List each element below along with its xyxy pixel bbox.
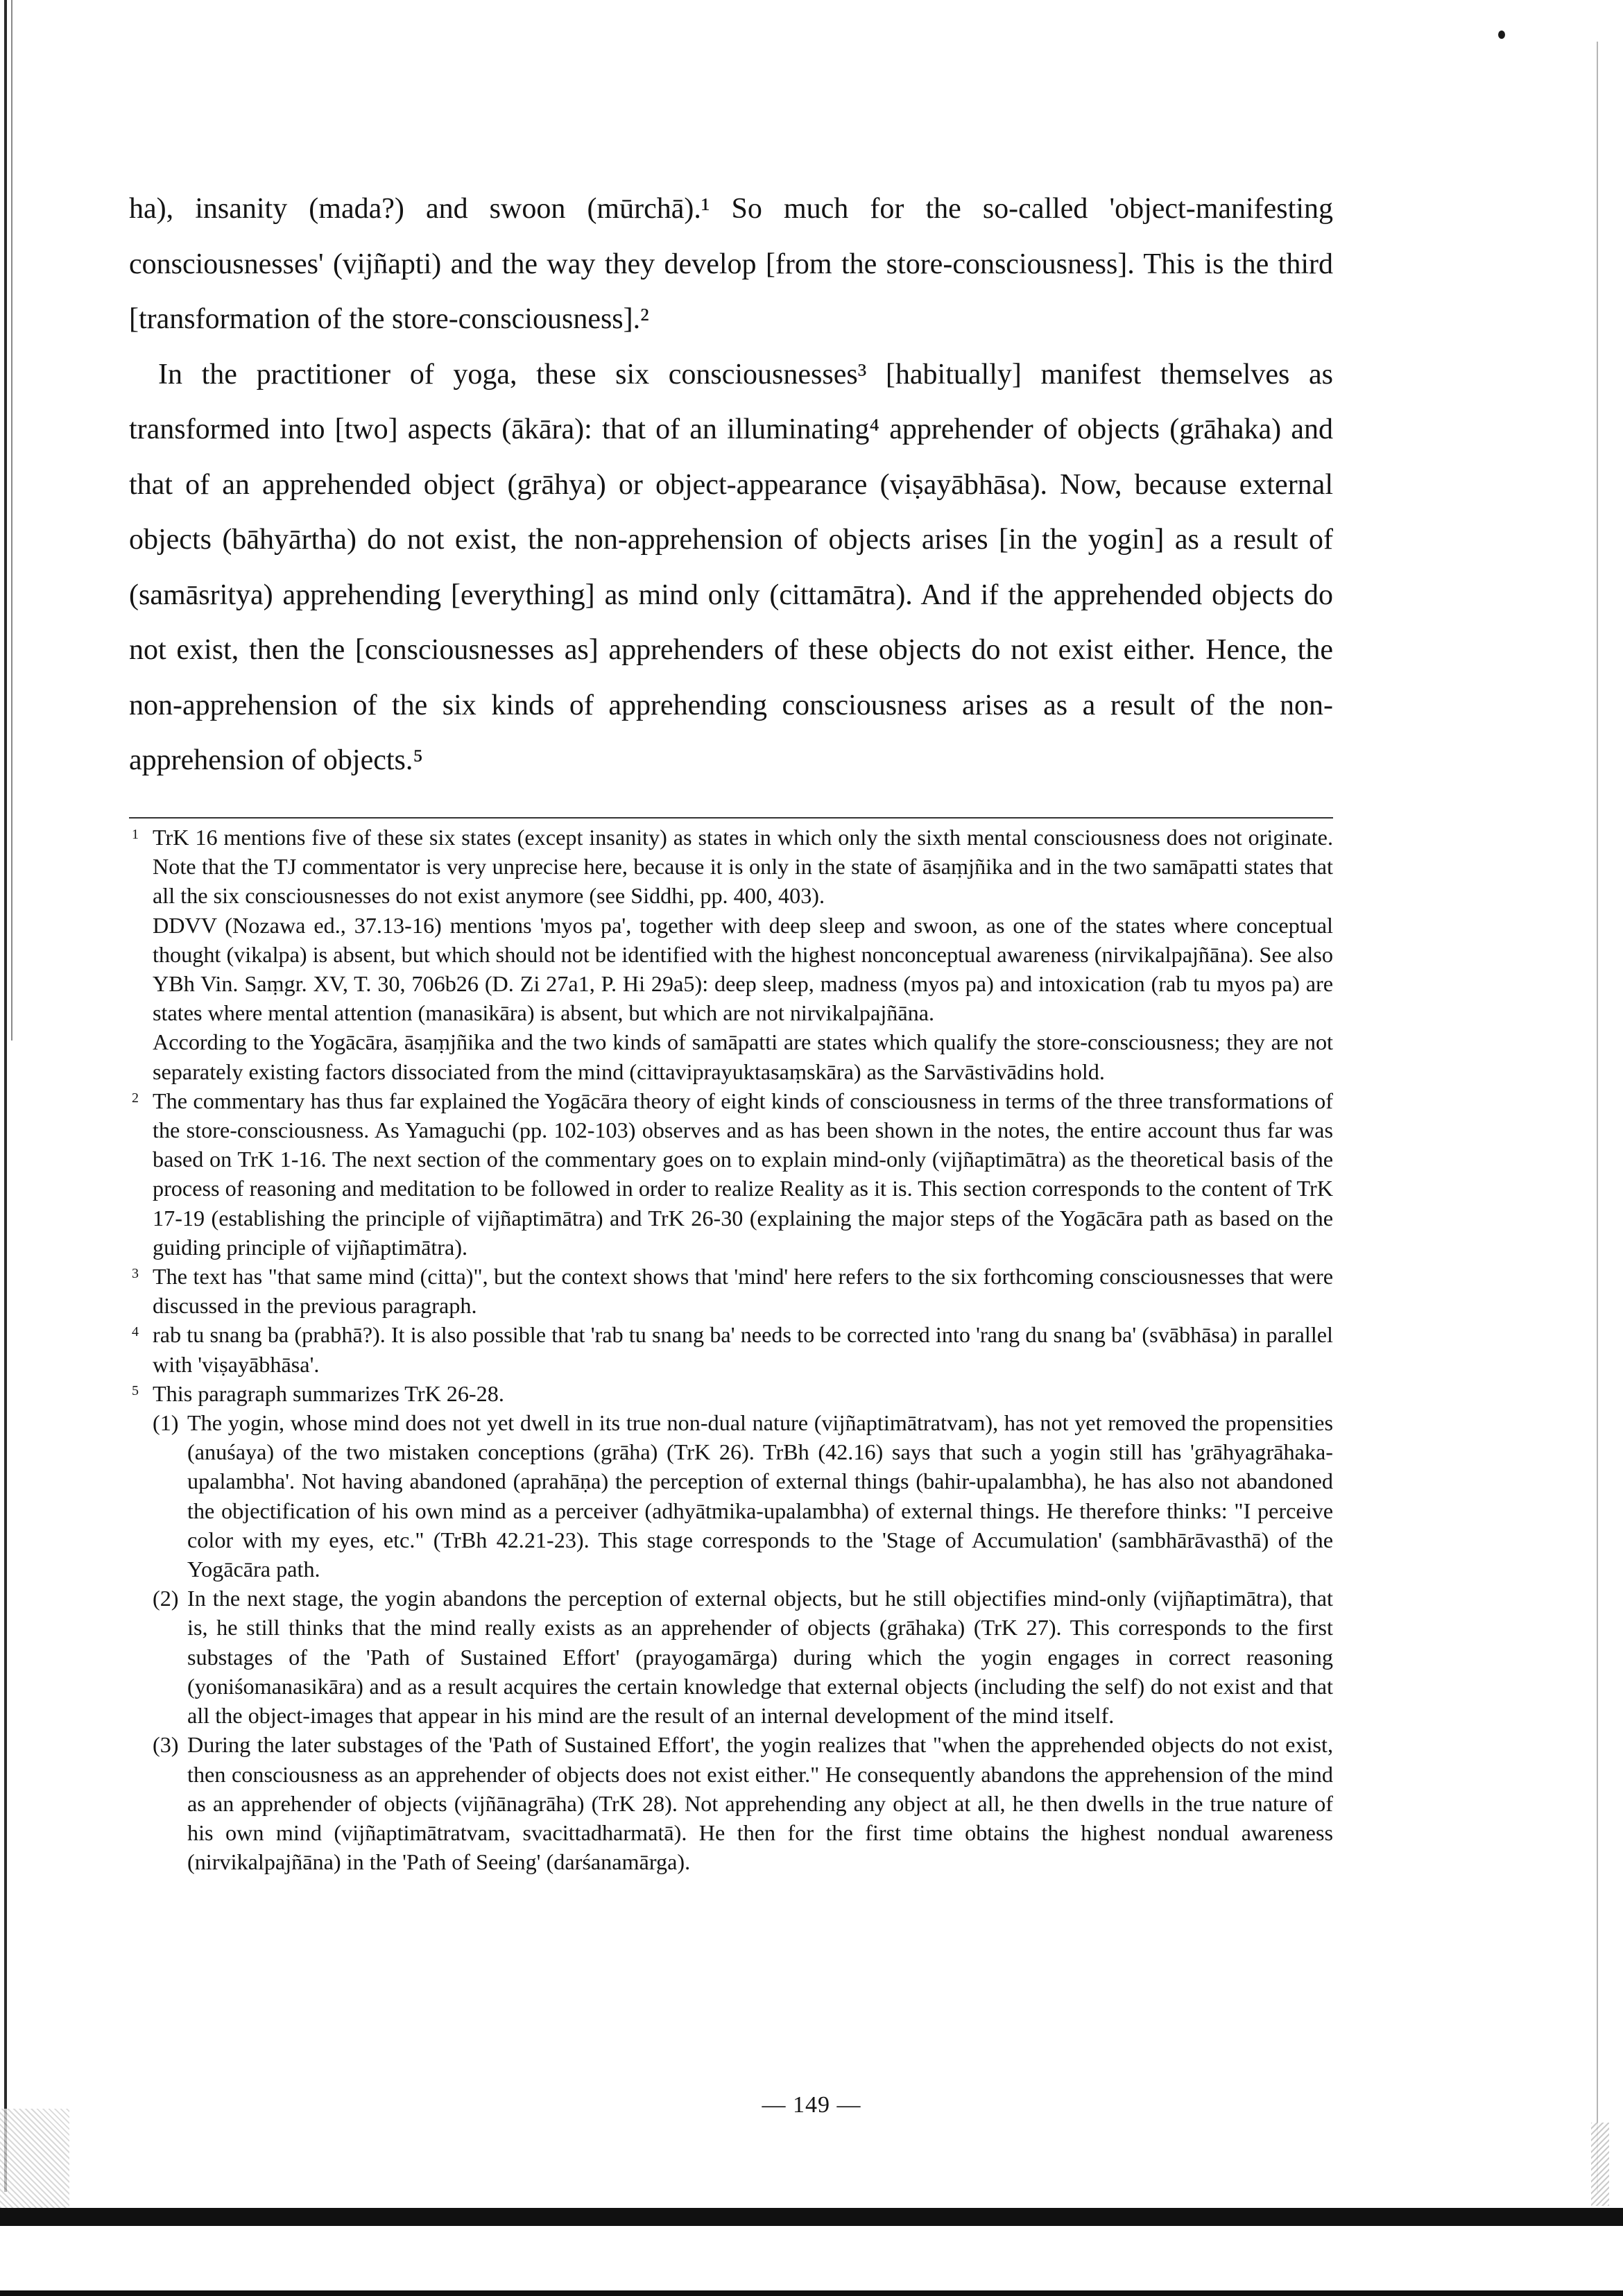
footnote-text: The commentary has thus far explained the Yogācāra theory of eight kinds of consciousness in terms of the three transformations of the store-consciousness. As Yamaguchi (pp. 102-103) observes and as has been shown in the notes, the entire account thus far was based on TrK 1-16. The next section of the commentary goes on to explain mind-only (vijñaptimātra) as the theoretical basis of the process of reasoning and meditation to be followed in order to realize Reality as it is. This section corresponds to the content of TrK 17-19 (establishing the principle of vijñaptimātra) and TrK 26-30 (explaining the major steps of the Yogācāra path as based on the guiding principle of vijñaptimātra).: [153, 1088, 1333, 1260]
footnote-marker: 3: [132, 1266, 139, 1282]
scan-noise-bottom-right: [1591, 2123, 1609, 2206]
footnote-subitem-1: [153, 1408, 1333, 1584]
footnote-subitem-3: [153, 1730, 1333, 1876]
scan-bottom-band: [0, 2208, 1623, 2226]
scan-edge-left-inner: [11, 0, 12, 1040]
footnote-text: DDVV (Nozawa ed., 37.13-16) mentions 'myos pa', together with deep sleep and swoon, as one of the states where conceptual thought (vikalpa) is absent, but which should not be identified with the highest nonconceptual awareness (nirvikalpajñāna). See also YBh Vin. Saṃgr. XV, T. 30, 706b26 (D. Zi 27a1, P. Hi 29a5): deep sleep, madness (myos pa) and intoxication (rab tu myos pa) are states where mental attention (manasikāra) is absent, but which are not nirvikalpajñāna.: [153, 912, 1333, 1026]
main-text: [129, 182, 1333, 789]
scan-noise-bottom-left: [0, 2109, 69, 2208]
footnote-text: rab tu snang ba (prabhā?). It is also possible that 'rab tu snang ba' needs to be corrected into 'rang du snang ba' (svābhāsa) in parallel with 'viṣayābhāsa'.: [153, 1322, 1333, 1377]
subitem-marker: (1): [153, 1410, 179, 1436]
footnote-marker: 1: [132, 827, 139, 842]
scan-edge-right: [1597, 42, 1598, 2192]
subitem-marker: (3): [153, 1732, 179, 1758]
footnote-3: [129, 1262, 1333, 1320]
subitem-text: The yogin, whose mind does not yet dwell in its true non-dual nature (vijñaptimātratvam), has not yet removed the propensities (anuśaya) of the two mistaken conceptions (grāha) (TrK 26). TrBh (42.16) says that such a yogin still has 'grāhyagrāhaka-upalambha'. Not having abandoned (aprahāṇa) the perception of external things (bahir-upalambha), he has also not abandoned the objectification of his own mind as a perceiver (adhyātmika-upalambha) of external things. He therefore thinks: "I perceive color with my eyes, etc." (TrBh 42.21-23). This stage corresponds to the 'Stage of Accumulation' (sambhārāvasthā) of the Yogācāra path.: [187, 1410, 1333, 1582]
footnote-subitem-2: [153, 1584, 1333, 1730]
footnote-5: [129, 1379, 1333, 1876]
main-paragraph-2: In the practitioner of yoga, these six consciousnesses³ [habitually] manifest themselves as transformed into [two] aspects (ākāra): that of an illuminating⁴ apprehender of objects (grāhaka) and that of an apprehended object (grāhya) or object-appearance (viṣayābhāsa). Now, because external objects (bāhyārtha) do not exist, the non-apprehension of objects arises [in the yogin] as a result of (samāsritya) apprehending [everything] as mind only (cittamātra). And if the apprehended objects do not exist, then the [consciousnesses as] apprehenders of these objects do not exist either. Hence, the non-apprehension of the six kinds of apprehending consciousness arises as a result of the non-apprehension of objects.⁵: [129, 358, 1333, 776]
footnote-text: The text has "that same mind (citta)", but the context shows that 'mind' here refers to the six forthcoming consciousnesses that were discussed in the previous paragraph.: [153, 1264, 1333, 1319]
footnote-text: TrK 16 mentions five of these six states (except insanity) as states in which only the sixth mental consciousness does not originate. Note that the TJ commentator is very unprecise here, because it is only in the state of āsaṃjñika and in the two samāpatti states that all the six consciousnesses do not exist anymore (see Siddhi, pp. 400, 403).: [153, 825, 1333, 909]
subitem-marker: (2): [153, 1586, 179, 1611]
scan-bottom-edge: [0, 2290, 1623, 2296]
footnote-intro: This paragraph summarizes TrK 26-28.: [153, 1380, 504, 1406]
subitem-text: In the next stage, the yogin abandons the perception of external objects, but he still objectifies mind-only (vijñaptimātra), that is, he still thinks that the mind really exists as an apprehender of objects (grāhaka) (TrK 27). This corresponds to the first substages of the 'Path of Sustained Effort' (prayogamārga) during which the yogin engages in correct reasoning (yoniśomanasikāra) and as a result acquires the certain knowledge that external objects (including the self) do not exist and that all the object-images that appear in his mind are the result of an internal development of the mind itself.: [187, 1586, 1333, 1729]
footnote-4: [129, 1320, 1333, 1378]
page-number: — 149 —: [762, 2092, 861, 2118]
scan-speck: [1498, 31, 1505, 39]
footnote-2: [129, 1086, 1333, 1262]
subitem-text: During the later substages of the 'Path of Sustained Effort', the yogin realizes that "when the apprehended objects do not exist, then consciousness as an apprehender of objects does not exist either." He consequently abandons the apprehension of the mind as an apprehender of objects (vijñānagrāha) (TrK 28). Not apprehending any object at all, he then dwells in the true nature of his own mind (vijñaptimātratvam, svacittadharmatā). He then for the first time obtains the highest nondual awareness (nirvikalpajñāna) in the 'Path of Seeing' (darśanamārga).: [187, 1732, 1333, 1875]
footnote-text: According to the Yogācāra, āsaṃjñika and the two kinds of samāpatti are states which qualify the store-consciousness; they are not separately existing factors dissociated from the mind (cittaviprayuktasaṃskāra) as the Sarvāstivādins hold.: [153, 1029, 1333, 1084]
scan-edge-left: [4, 0, 7, 2192]
main-paragraph-1: ha), insanity (mada?) and swoon (mūrchā).¹ So much for the so-called 'object-manifesting consciousnesses' (vijñapti) and the way they develop [from the store-consciousness]. This is the third [transformation of the store-consciousness].²: [129, 193, 1333, 335]
footnote-marker: 5: [132, 1382, 139, 1398]
footnote-marker: 2: [132, 1090, 139, 1106]
footnote-marker: 4: [132, 1324, 139, 1340]
footnote-separator: [129, 817, 1333, 819]
footnote-1: [129, 823, 1333, 1086]
footnotes: [129, 823, 1333, 1876]
